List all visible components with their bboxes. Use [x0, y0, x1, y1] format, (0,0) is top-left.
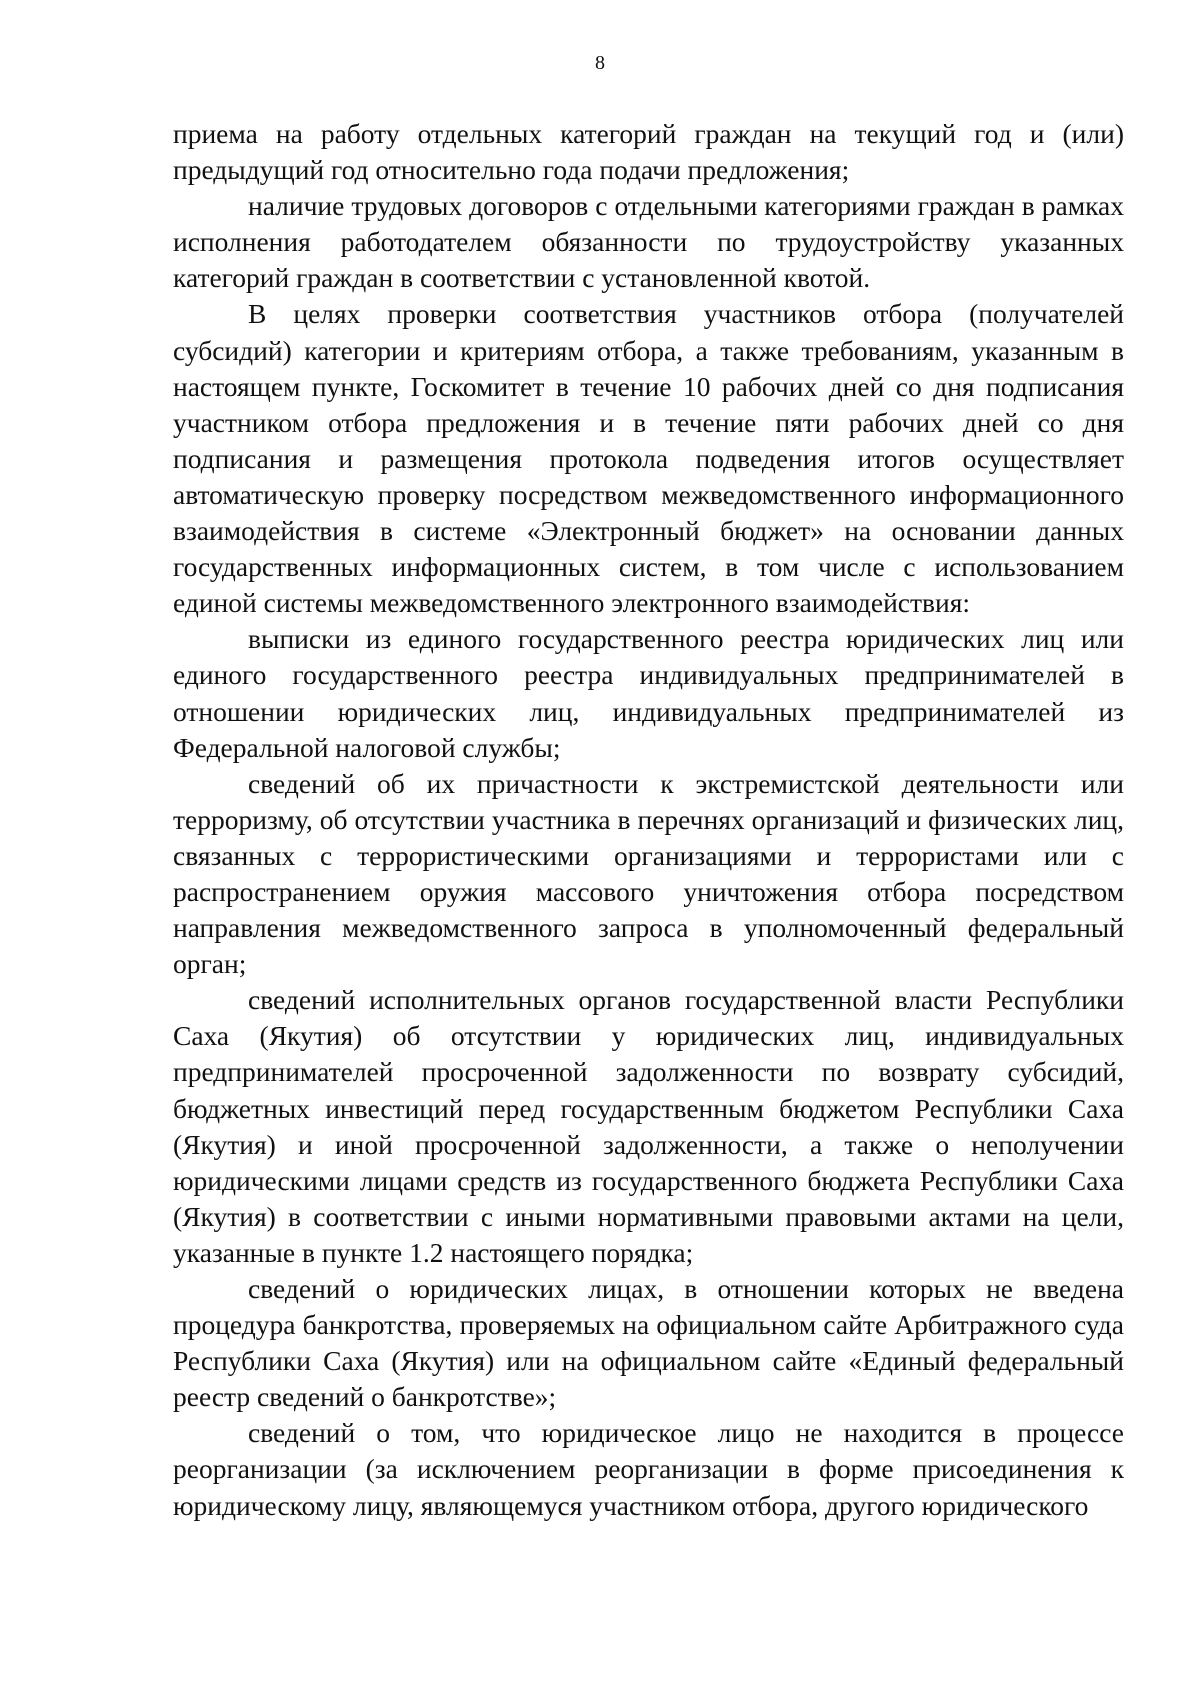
paragraph-labor-contracts: наличие трудовых договоров с отдельными категориями граждан в рамках исполнения работодателем обязанности по трудоустройству указанных категорий граждан в соответствии с установленной квотой. [173, 190, 1124, 294]
paragraph-egrul-extract: выписки из единого государственного реестра юридических лиц или единого государственного реестра индивидуальных предпринимателей в отношении юридических лиц, индивидуальных предпринимателей из Федеральной налоговой службы; [173, 623, 1124, 763]
paragraph-debt-info: сведений исполнительных органов государственной власти Республики Саха (Якутия) об отсутствии у юридических лиц, индивидуальных предпринимателей просроченной задолженности по возврату субсидий, бюджетных инвестиций перед государственным бюджетом Республики Саха (Якутия) и иной просроченной задолженности, а также о неполучении юридическими лицами средств из государственного бюджета Республики Саха (Якутия) в соответствии с иными нормативными правовыми актами на цели, указанные в пункте 1.2 настоящего порядка; [173, 984, 1124, 1268]
paragraph-verification: В целях проверки соответствия участников отбора (получателей субсидий) категории и критериям отбора, а также требованиям, указанным в настоящем пункте, Госкомитет в течение 10 рабочих дней со дня подписания участником отбора предложения и в течение пяти рабочих дней со дня подписания и размещения протокола подведения итогов осуществляет автоматическую проверку посредством межведомственного информационного взаимодействия в системе «Электронный бюджет» на основании данных государственных информационных систем, в том числе с использованием единой системы межведомственного электронного взаимодействия: [173, 298, 1124, 619]
paragraph-continuation: приема на работу отдельных категорий граждан на текущий год и (или) предыдущий год относительно года подачи предложения; [173, 118, 1124, 186]
paragraph-bankruptcy-info: сведений о юридических лицах, в отношении которых не введена процедура банкротства, проверяемых на официальном сайте Арбитражного суда Республики Саха (Якутия) или на официальном сайте «Единый федеральный реестр сведений о банкротстве»; [173, 1273, 1124, 1413]
page-number: 8 [595, 52, 605, 74]
paragraph-extremism-info: сведений об их причастности к экстремистской деятельности или терроризму, об отсутствии участника в перечнях организаций и физических лиц, связанных с террористическими организациями и террористами или с распространением оружия массового уничтожения отбора посредством направления межведомственного запроса в уполномоченный федеральный орган; [173, 767, 1124, 980]
document-body [173, 116, 1124, 1524]
paragraph-reorganization-info: сведений о том, что юридическое лицо не находится в процессе реорганизации (за исключением реорганизации в форме присоединения к юридическому лицу, являющемуся участником отбора, другого юридического [173, 1417, 1124, 1521]
